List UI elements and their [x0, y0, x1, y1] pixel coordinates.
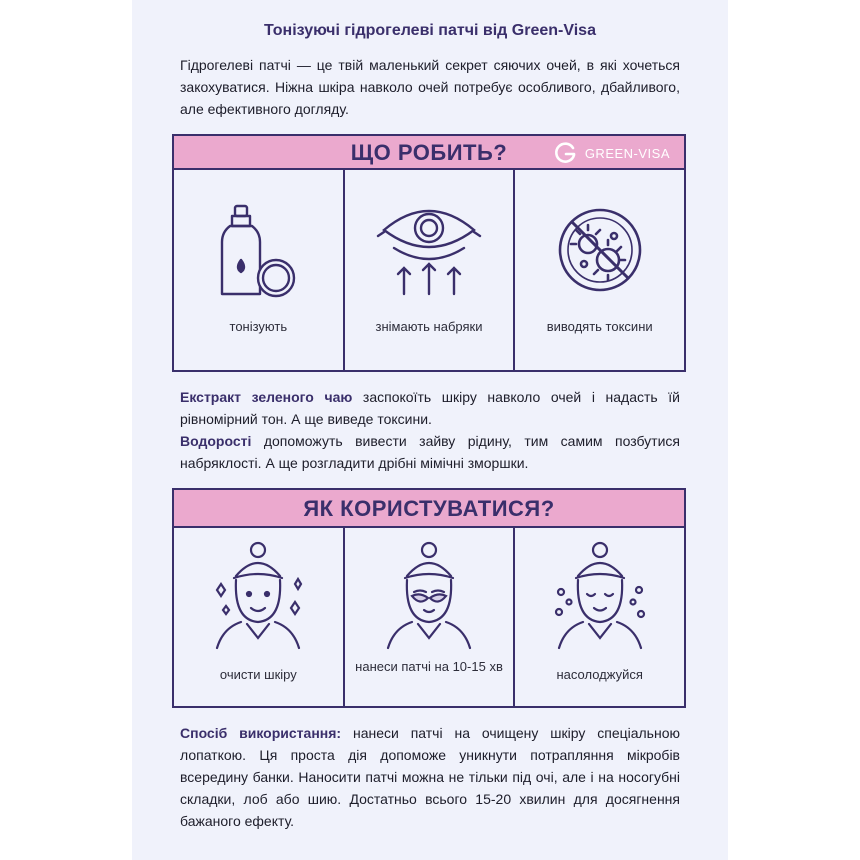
no-germs-icon: [550, 200, 650, 300]
step-cell-cleanse: [174, 528, 343, 706]
benefit-label: знімають набряки: [375, 319, 483, 334]
step-label: очисти шкіру: [219, 667, 297, 682]
benefit-cell-tone: [174, 170, 343, 370]
benefit-cell-swelling: [343, 170, 514, 370]
logo-text: GREEN-VISA: [584, 145, 670, 161]
green-tea-label: Екстракт зеленого чаю: [180, 389, 353, 405]
step-label: нанеси патчі на 10-15 хв: [355, 659, 503, 674]
green-tea-text: заспокоїть шкіру навколо очей і надасть їй рівномірний тон. А ще виведе токсини.: [180, 389, 681, 427]
how-to-use-banner: [172, 488, 686, 528]
step-cell-apply: [343, 528, 514, 706]
algae-text: допоможуть вивести зайву рідину, тим самим позбутися набряклості. А ще розгладити дрібні мімічні зморшки.: [180, 433, 680, 471]
usage-label: Спосіб використання:: [180, 725, 342, 741]
step-cell-enjoy: [513, 528, 684, 706]
benefit-cell-toxins: [513, 170, 684, 370]
benefit-label: тонізують: [229, 319, 288, 334]
usage-text: нанеси патчі на очищену шкіру спеціальною лопаткою. Ця проста дія допоможе уникнути потрапляння мікробів всередину банки. Наносити патчі можна не тільки під очі, але і на носогубні складки, лоб або шию. Достатньо всього 15-20 хвилин для досягнення бажаного ефекту.: [180, 725, 680, 829]
ingredients-paragraph: [180, 386, 680, 474]
green-visa-logo-icon: [553, 141, 577, 165]
benefits-grid: [172, 170, 686, 372]
benefit-label: виводять токсини: [546, 319, 653, 334]
bottle-cotton-pad-icon: [208, 200, 308, 310]
info-page: [132, 0, 728, 860]
step-label: насолоджуйся: [556, 667, 643, 682]
relaxed-face-icon: [545, 540, 655, 650]
eye-arrows-icon: [374, 198, 484, 308]
green-visa-logo: [553, 141, 670, 165]
algae-label: Водорості: [180, 433, 252, 449]
how-to-use-heading: ЯК КОРИСТУВАТИСЯ?: [303, 496, 555, 521]
steps-grid: [172, 528, 686, 708]
clean-face-icon: [203, 540, 313, 650]
face-with-patches-icon: [374, 540, 484, 650]
what-it-does-banner: [172, 134, 686, 170]
page-title: Тонізуючі гідрогелеві патчі від Green-Visa: [264, 22, 596, 39]
what-it-does-heading: ЩО РОБИТЬ?: [350, 140, 508, 165]
usage-paragraph: [180, 722, 680, 832]
intro-paragraph: Гідрогелеві патчі — це твій маленький секрет сяючих очей, в які хочеться закохуватися. Ніжна шкіра навколо очей потребує особливого, дбайливого, але ефективного догляду.: [180, 57, 680, 117]
